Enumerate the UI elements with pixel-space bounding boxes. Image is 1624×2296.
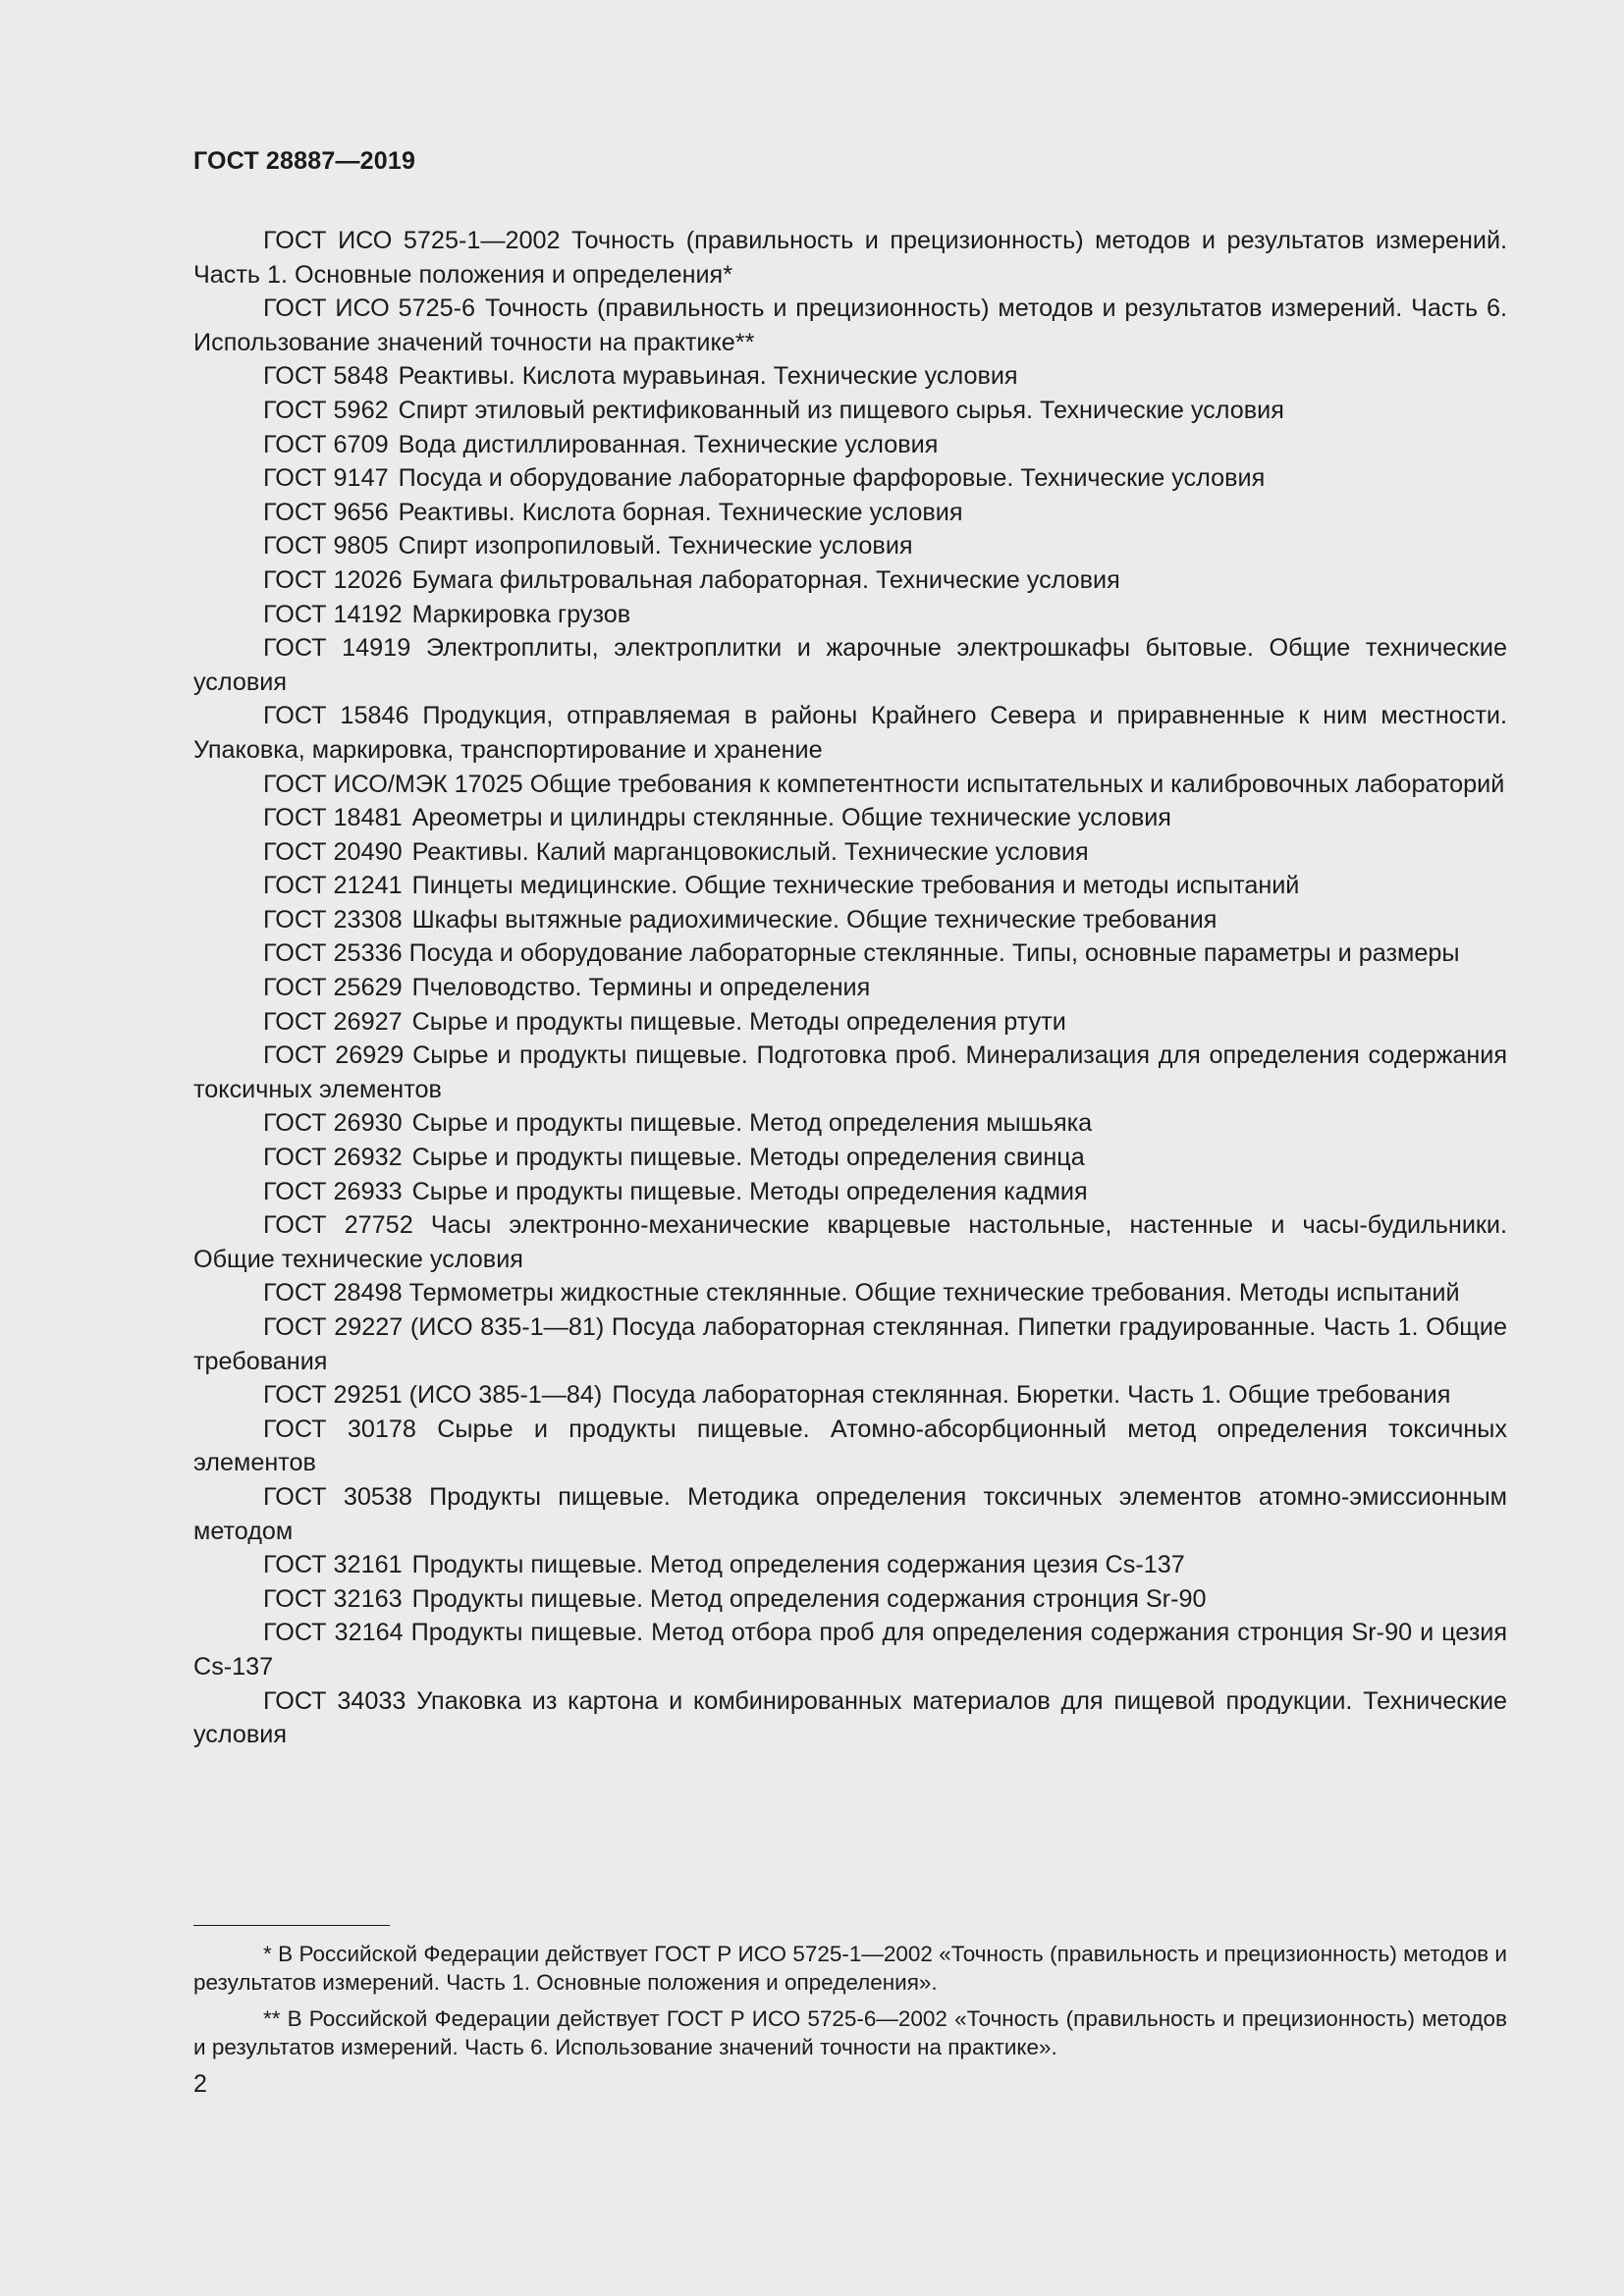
reference-item	[193, 835, 1507, 870]
reference-item	[193, 768, 1507, 802]
reference-code: ГОСТ 21241	[263, 872, 403, 900]
normative-references-list	[193, 224, 1507, 1752]
reference-item	[193, 1413, 1507, 1480]
reference-title: Спирт изопропиловый. Технические условия	[398, 532, 913, 561]
reference-code: ГОСТ 26930	[263, 1109, 403, 1138]
reference-item	[193, 1208, 1507, 1276]
reference-title: Реактивы. Кислота борная. Технические условия	[398, 498, 963, 526]
reference-title: Сырье и продукты пищевые. Подготовка проб. Минерализация для определения содержания токсичных элементов	[193, 1041, 1508, 1103]
reference-title: Посуда лабораторная стеклянная. Пипетки градуированные. Часть 1. Общие требования	[193, 1313, 1507, 1375]
reference-code: ГОСТ 26932	[263, 1144, 403, 1172]
reference-item	[193, 292, 1507, 359]
reference-code: ГОСТ 32164	[263, 1619, 404, 1647]
reference-item	[193, 224, 1507, 292]
reference-title: Продукция, отправляемая в районы Крайнего Севера и приравненные к ним местности. Упаковка, маркировка, транспортирование и хранение	[193, 702, 1508, 764]
reference-title: Электроплиты, электроплитки и жарочные электрошкафы бытовые. Общие технические условия	[193, 634, 1508, 696]
reference-item	[193, 1039, 1507, 1106]
reference-code: ГОСТ 29227 (ИСО 835-1—81)	[263, 1313, 605, 1341]
reference-code: ГОСТ ИСО/МЭК 17025	[263, 770, 523, 798]
reference-code: ГОСТ 32161	[263, 1551, 403, 1579]
reference-code: ГОСТ 9805	[263, 532, 389, 561]
reference-code: ГОСТ 14919	[263, 634, 411, 663]
reference-code: ГОСТ 23308	[263, 905, 403, 934]
page-number: 2	[193, 2070, 207, 2098]
reference-title: Посуда лабораторная стеклянная. Бюретки. Часть 1. Общие требования	[612, 1381, 1451, 1410]
reference-item	[193, 1175, 1507, 1209]
reference-title: Реактивы. Калий марганцовокислый. Технические условия	[411, 837, 1089, 866]
reference-item	[193, 1310, 1507, 1378]
reference-code: ГОСТ 14192	[263, 600, 403, 628]
reference-title: Пчеловодство. Термины и определения	[411, 974, 871, 1002]
reference-title: Упаковка из картона и комбинированных материалов для пищевой продукции. Технические условия	[193, 1686, 1508, 1749]
reference-item	[193, 1616, 1507, 1683]
reference-code: ГОСТ ИСО 5725-1—2002	[263, 227, 561, 254]
reference-item	[193, 699, 1507, 767]
reference-item	[193, 461, 1507, 496]
reference-code: ГОСТ 29251 (ИСО 385-1—84)	[263, 1381, 603, 1410]
reference-item	[193, 1548, 1507, 1582]
reference-item	[193, 631, 1507, 699]
reference-code: ГОСТ ИСО 5725-6	[263, 294, 476, 323]
reference-item	[193, 971, 1507, 1005]
reference-title: Посуда и оборудование лабораторные стеклянные. Типы, основные параметры и размеры	[408, 939, 1460, 968]
reference-item	[193, 359, 1507, 394]
reference-title: Маркировка грузов	[411, 600, 631, 628]
reference-title: Сырье и продукты пищевые. Методы определения ртути	[411, 1007, 1066, 1036]
reference-code: ГОСТ 30538	[263, 1482, 412, 1511]
reference-title: Шкафы вытяжные радиохимические. Общие технические требования	[411, 905, 1218, 934]
reference-title: Точность (правильность и прецизионность) методов и результатов измерений. Часть 1. Основные положения и определения*	[193, 227, 1508, 289]
reference-code: ГОСТ 27752	[263, 1211, 413, 1240]
footnotes	[193, 1940, 1507, 2069]
reference-title: Вода дистиллированная. Технические условия	[398, 430, 939, 458]
reference-code: ГОСТ 5962	[263, 396, 389, 424]
reference-code: ГОСТ 26927	[263, 1007, 403, 1036]
reference-item	[193, 1005, 1507, 1040]
reference-title: Точность (правильность и прецизионность) методов и результатов измерений. Часть 6. Использование значений точности на практике**	[193, 294, 1507, 356]
reference-code: ГОСТ 30178	[263, 1415, 416, 1443]
reference-item	[193, 496, 1507, 530]
document-header: ГОСТ 28887—2019	[193, 147, 416, 175]
reference-code: ГОСТ 28498	[263, 1279, 403, 1308]
reference-item	[193, 903, 1507, 937]
footnote-item: * В Российской Федерации действует ГОСТ Р ИСО 5725-1—2002 «Точность (правильность и прецизионность) методов и результатов измерений. Часть 1. Основные положения и определения».	[193, 1942, 1507, 1995]
reference-item	[193, 869, 1507, 903]
reference-item	[193, 1684, 1507, 1752]
reference-item	[193, 428, 1507, 462]
reference-code: ГОСТ 34033	[263, 1686, 406, 1715]
reference-title: Сырье и продукты пищевые. Атомно-абсорбционный метод определения токсичных элементов	[193, 1415, 1508, 1477]
reference-title: Бумага фильтровальная лабораторная. Технические условия	[411, 565, 1120, 594]
reference-item	[193, 563, 1507, 598]
reference-title: Продукты пищевые. Метод отбора проб для определения содержания стронция Sr-90 и цезия Cs-137	[193, 1619, 1508, 1681]
reference-title: Реактивы. Кислота муравьиная. Технические условия	[398, 362, 1018, 391]
reference-item	[193, 598, 1507, 632]
reference-code: ГОСТ 9147	[263, 464, 389, 493]
reference-code: ГОСТ 20490	[263, 837, 403, 866]
reference-code: ГОСТ 9656	[263, 498, 389, 526]
reference-title: Часы электронно-механические кварцевые настольные, настенные и часы-будильники. Общие технические условия	[193, 1211, 1507, 1273]
reference-title: Продукты пищевые. Метод определения содержания цезия Cs-137	[411, 1551, 1185, 1579]
reference-code: ГОСТ 15846	[263, 702, 409, 730]
reference-item	[193, 1141, 1507, 1175]
reference-title: Термометры жидкостные стеклянные. Общие технические требования. Методы испытаний	[408, 1279, 1460, 1308]
reference-code: ГОСТ 32163	[263, 1584, 403, 1613]
reference-code: ГОСТ 25336	[263, 939, 403, 968]
reference-item	[193, 1480, 1507, 1548]
reference-title: Продукты пищевые. Метод определения содержания стронция Sr-90	[411, 1584, 1207, 1613]
reference-item	[193, 529, 1507, 563]
reference-title: Сырье и продукты пищевые. Метод определения мышьяка	[411, 1109, 1093, 1138]
reference-title: Общие требования к компетентности испытательных и калибровочных лабораторий	[529, 770, 1505, 798]
reference-title: Продукты пищевые. Методика определения токсичных элементов атомно-эмиссионным методом	[193, 1482, 1507, 1545]
reference-title: Посуда и оборудование лабораторные фарфоровые. Технические условия	[398, 464, 1266, 493]
reference-title: Сырье и продукты пищевые. Методы определения свинца	[411, 1144, 1085, 1172]
reference-code: ГОСТ 12026	[263, 565, 403, 594]
reference-item	[193, 1378, 1507, 1413]
reference-item	[193, 1582, 1507, 1617]
reference-title: Спирт этиловый ректификованный из пищевого сырья. Технические условия	[398, 396, 1284, 424]
reference-item	[193, 394, 1507, 428]
reference-item	[193, 1106, 1507, 1141]
reference-item	[193, 936, 1507, 971]
reference-title: Пинцеты медицинские. Общие технические требования и методы испытаний	[411, 872, 1300, 900]
reference-code: ГОСТ 25629	[263, 974, 403, 1002]
reference-code: ГОСТ 26929	[263, 1041, 405, 1070]
reference-title: Сырье и продукты пищевые. Методы определения кадмия	[411, 1177, 1088, 1205]
footnote-divider	[193, 1925, 390, 1926]
reference-code: ГОСТ 18481	[263, 804, 403, 832]
reference-code: ГОСТ 6709	[263, 430, 389, 458]
reference-item	[193, 801, 1507, 835]
reference-item	[193, 1276, 1507, 1310]
reference-code: ГОСТ 5848	[263, 362, 389, 391]
footnote-item: ** В Российской Федерации действует ГОСТ Р ИСО 5725-6—2002 «Точность (правильность и прецизионность) методов и результатов измерений. Часть 6. Использование значений точности на практике».	[193, 2006, 1507, 2059]
reference-title: Ареометры и цилиндры стеклянные. Общие технические условия	[411, 804, 1171, 832]
reference-code: ГОСТ 26933	[263, 1177, 403, 1205]
